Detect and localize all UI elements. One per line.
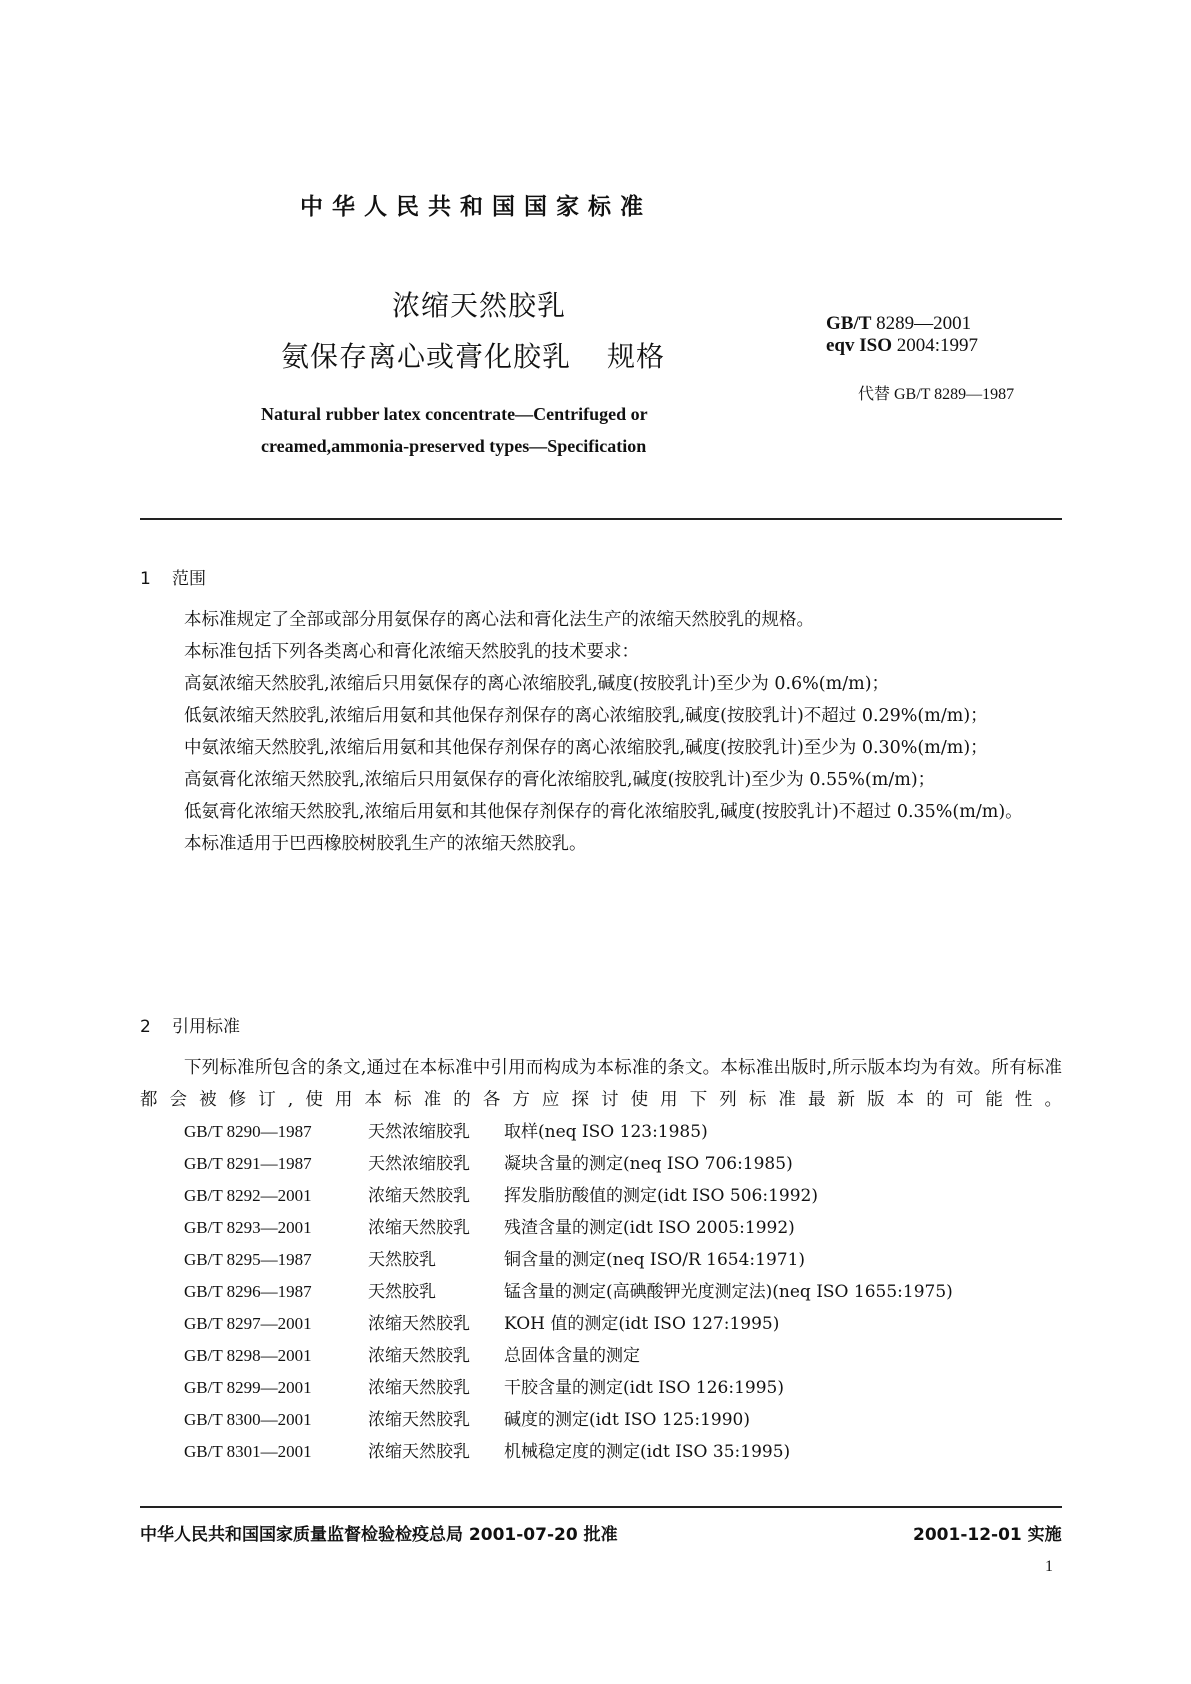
page-number: 1 — [1045, 1558, 1053, 1575]
list-item: GB/T 8290—1987 天然浓缩胶乳 取样(neq ISO 123:1985) — [184, 1122, 708, 1142]
title-en-line2: creamed,ammonia-preserved types—Specification — [261, 436, 647, 456]
paragraph: 本标准包括下列各类离心和膏化浓缩天然胶乳的技术要求： — [184, 642, 639, 662]
title-zh-line2-spec: 规格 — [607, 340, 666, 373]
list-item: GB/T 8295—1987 天然胶乳 铜含量的测定(neq ISO/R 1654:1971) — [184, 1250, 806, 1270]
paragraph: 低氨膏化浓缩天然胶乳,浓缩后用氨和其他保存剂保存的膏化浓缩胶乳,碱度(按胶乳计)不超过 0.35%(m/m)。 — [184, 802, 1023, 822]
list-item: GB/T 8298—2001 浓缩天然胶乳 总固体含量的测定 — [184, 1346, 640, 1366]
document-title-en — [261, 398, 648, 462]
list-item: GB/T 8293—2001 浓缩天然胶乳 残渣含量的测定(idt ISO 2005:1992) — [184, 1218, 795, 1238]
section-2-heading: 2 引用标准 — [140, 1017, 240, 1037]
list-item: GB/T 8301—2001 浓缩天然胶乳 机械稳定度的测定(idt ISO 35:1995) — [184, 1442, 791, 1462]
paragraph: 高氨膏化浓缩天然胶乳,浓缩后只用氨保存的膏化浓缩胶乳,碱度(按胶乳计)至少为 0.55%(m/m)； — [184, 770, 936, 790]
paragraph: 下列标准所包含的条文,通过在本标准中引用而构成为本标准的条文。本标准出版时,所示版本均为有效。所有标准都会被修订,使用本标准的各方应探讨使用下列标准最新版本的可能性。 — [140, 1058, 1062, 1110]
title-zh-line2-main: 氨保存离心或膏化胶乳 — [281, 340, 572, 373]
paragraph: 高氨浓缩天然胶乳,浓缩后只用氨保存的离心浓缩胶乳,碱度(按胶乳计)至少为 0.6%(m/m)； — [184, 674, 890, 694]
issuer-approval: 中华人民共和国国家质量监督检验检疫总局 2001-07-20 批准 — [140, 1525, 618, 1545]
standard-code: GB/T 8289—2001 — [826, 313, 972, 334]
paragraph: 中氨浓缩天然胶乳,浓缩后用氨和其他保存剂保存的离心浓缩胶乳,碱度(按胶乳计)至少为 0.30%(m/m)； — [184, 738, 988, 758]
national-standard-title: 中华人民共和国国家标准 — [300, 194, 652, 220]
section-2-intro — [140, 1052, 1062, 1116]
replaces-standard: 代替 GB/T 8289—1987 — [858, 386, 1015, 403]
list-item: GB/T 8292—2001 浓缩天然胶乳 挥发脂肪酸值的测定(idt ISO 506:1992) — [184, 1186, 818, 1206]
list-item: GB/T 8296—1987 天然胶乳 锰含量的测定(高碘酸钾光度测定法)(neq ISO 1655:1975) — [184, 1282, 953, 1302]
list-item: GB/T 8300—2001 浓缩天然胶乳 碱度的测定(idt ISO 125:1990) — [184, 1410, 750, 1430]
standard-code-block — [826, 313, 978, 357]
reference-list — [184, 1116, 953, 1468]
document-title-zh-line2 — [281, 335, 665, 375]
document-title-zh-line1: 浓缩天然胶乳 — [392, 289, 567, 322]
list-item: GB/T 8291—1987 天然浓缩胶乳 凝块含量的测定(neq ISO 706:1985) — [184, 1154, 793, 1174]
paragraph: 本标准规定了全部或部分用氨保存的离心法和膏化法生产的浓缩天然胶乳的规格。 — [184, 610, 814, 630]
list-item: GB/T 8297—2001 浓缩天然胶乳 KOH 值的测定(idt ISO 127:1995) — [184, 1314, 780, 1334]
header-divider — [140, 518, 1062, 520]
footer-divider — [140, 1506, 1062, 1508]
equivalent-iso: eqv ISO 2004:1997 — [826, 335, 979, 356]
paragraph: 低氨浓缩天然胶乳,浓缩后用氨和其他保存剂保存的离心浓缩胶乳,碱度(按胶乳计)不超过 0.29%(m/m)； — [184, 706, 988, 726]
title-en-line1: Natural rubber latex concentrate—Centrifuged or — [261, 404, 648, 424]
list-item: GB/T 8299—2001 浓缩天然胶乳 干胶含量的测定(idt ISO 126:1995) — [184, 1378, 784, 1398]
section-1-heading: 1 范围 — [140, 569, 206, 589]
paragraph: 本标准适用于巴西橡胶树胶乳生产的浓缩天然胶乳。 — [184, 834, 587, 854]
section-1-body — [140, 604, 1062, 860]
effective-date: 2001-12-01 实施 — [913, 1525, 1062, 1545]
